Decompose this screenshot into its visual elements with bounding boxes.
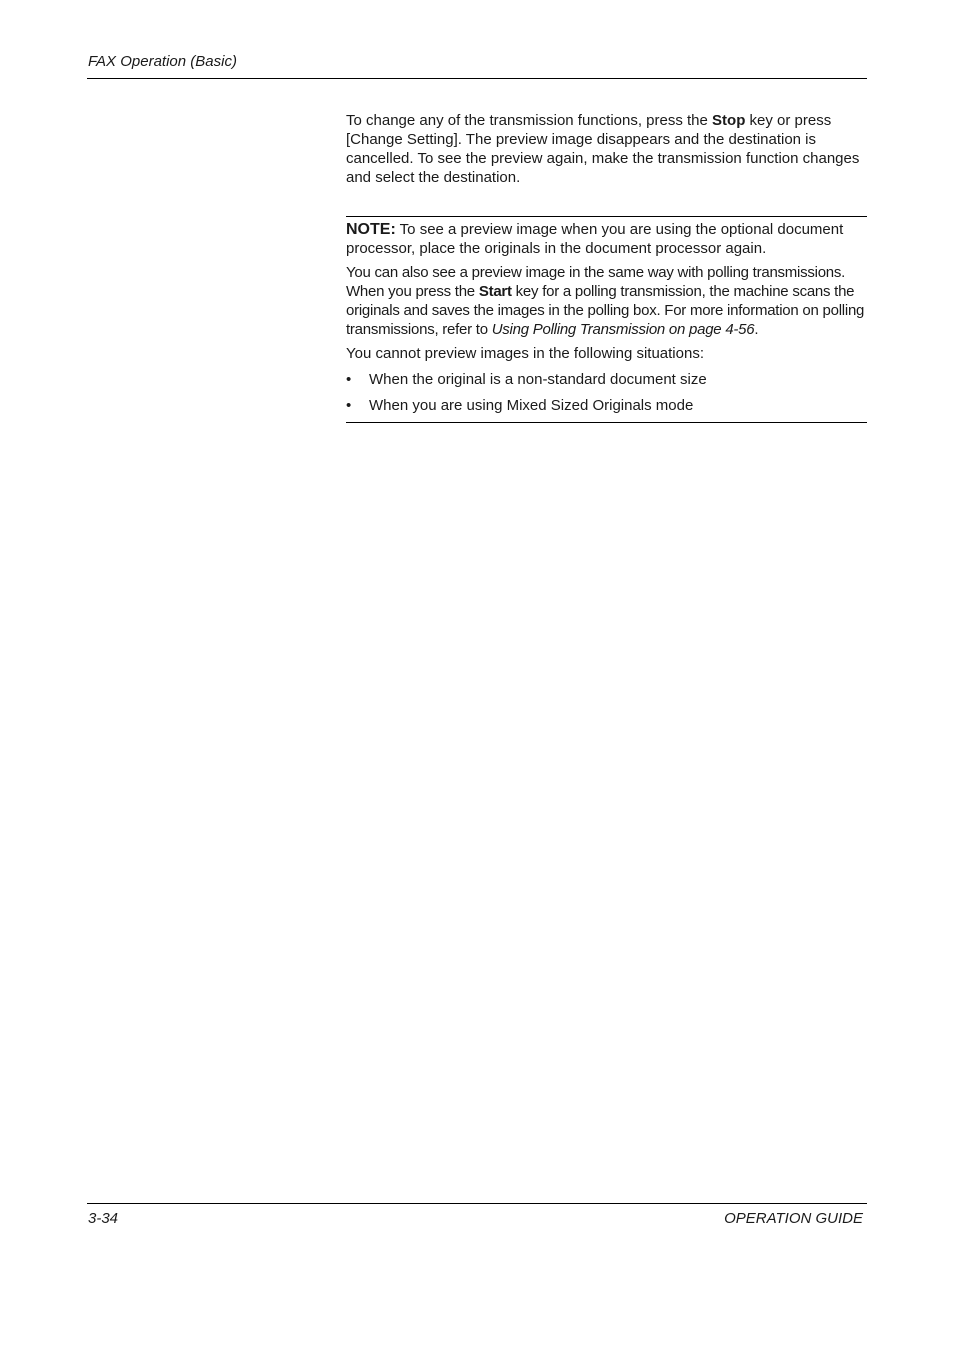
intro-text-2: key or press [Change Setting]. The preview image disappears and the destination is cancelled. To see the preview again, make the transmission function changes and select the destination.	[346, 112, 860, 186]
polling-text-end: .	[754, 321, 759, 338]
bullet-icon: •	[346, 371, 352, 388]
list-item	[346, 370, 867, 389]
intro-text-1: To change any of the transmission functions, press the	[346, 112, 713, 129]
note-label: NOTE:	[346, 221, 396, 238]
list-item	[346, 396, 867, 415]
note-paragraph	[346, 220, 867, 258]
polling-paragraph	[346, 263, 867, 339]
polling-reference: Using Polling Transmission on page 4-56	[491, 321, 755, 338]
stop-key-label: Stop	[712, 112, 746, 129]
situations-list	[346, 370, 867, 415]
start-key-label: Start	[478, 283, 512, 300]
header-title: FAX Operation (Basic)	[88, 53, 237, 70]
page-header	[87, 52, 867, 79]
polling-text-2: key for a polling transmission, the machine scans the originals and saves the images in the polling box. For more information on polling transmissions, refer to	[346, 283, 865, 338]
page-footer	[87, 1203, 867, 1230]
cannot-preview-paragraph: You cannot preview images in the following situations:	[346, 345, 704, 362]
list-item-text: When the original is a non-standard document size	[369, 371, 707, 388]
polling-text-1: You can also see a preview image in the same way with polling transmissions. When you press the	[346, 264, 846, 300]
main-content	[346, 111, 867, 423]
page-number: 3-34	[88, 1210, 119, 1227]
note-box	[346, 216, 867, 423]
guide-name: OPERATION GUIDE	[724, 1210, 863, 1227]
bullet-icon: •	[346, 397, 352, 414]
note-text: To see a preview image when you are using the optional document processor, place the originals in the document processor again.	[346, 221, 844, 257]
list-item-text: When you are using Mixed Sized Originals mode	[369, 397, 694, 414]
intro-paragraph	[346, 111, 867, 187]
